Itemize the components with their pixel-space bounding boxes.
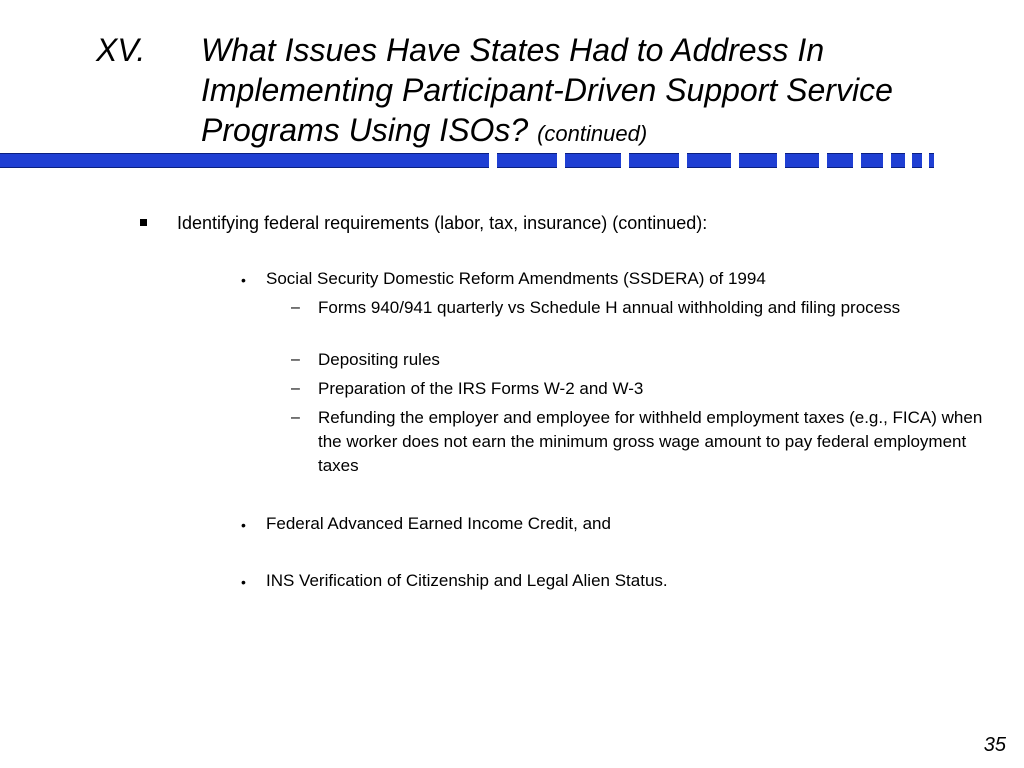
divider-segment bbox=[629, 153, 679, 168]
divider-segment bbox=[912, 153, 922, 168]
sub-list-item: Depositing rules bbox=[318, 350, 440, 369]
dash-bullet-icon: – bbox=[291, 299, 300, 316]
list-item: Federal Advanced Earned Income Credit, and bbox=[266, 514, 611, 533]
divider-segment bbox=[785, 153, 819, 168]
divider-segment bbox=[827, 153, 853, 168]
divider-segment bbox=[861, 153, 883, 168]
slide-section-number: XV. bbox=[96, 32, 146, 68]
dash-bullet-icon: – bbox=[291, 409, 300, 426]
page-number: 35 bbox=[983, 734, 1006, 756]
list-item: INS Verification of Citizenship and Legal Alien Status. bbox=[266, 571, 668, 590]
divider-segment bbox=[739, 153, 777, 168]
divider-segment bbox=[929, 153, 934, 168]
slide-title-main: What Issues Have States Had to Address In Implementing Participant-Driven Support Service Programs Using ISOs? bbox=[201, 32, 893, 148]
divider-segment bbox=[687, 153, 731, 168]
bullet-dot-icon: • bbox=[241, 574, 246, 590]
square-bullet-icon bbox=[140, 219, 147, 226]
divider-segment bbox=[0, 153, 489, 168]
sub-list-item: Forms 940/941 quarterly vs Schedule H annual withholding and filing process bbox=[318, 298, 901, 317]
bullet-dot-icon: • bbox=[241, 272, 246, 288]
divider-segment bbox=[497, 153, 557, 168]
main-bullet-text: Identifying federal requirements (labor, tax, insurance) (continued): bbox=[177, 213, 708, 233]
slide-title bbox=[201, 30, 981, 154]
sub-list-item: Refunding the employer and employee for withheld employment taxes (e.g., FICA) when the worker does not earn the minimum gross wage amount to pay federal employment taxes bbox=[318, 408, 983, 475]
list-item: Social Security Domestic Reform Amendments (SSDERA) of 1994 bbox=[266, 269, 766, 288]
dash-bullet-icon: – bbox=[291, 380, 300, 397]
bullet-dot-icon: • bbox=[241, 517, 246, 533]
divider-segment bbox=[891, 153, 905, 168]
dash-bullet-icon: – bbox=[291, 351, 300, 368]
divider-segment bbox=[565, 153, 621, 168]
sub-list-item: Preparation of the IRS Forms W-2 and W-3 bbox=[318, 379, 644, 398]
slide-title-suffix: (continued) bbox=[537, 121, 648, 146]
